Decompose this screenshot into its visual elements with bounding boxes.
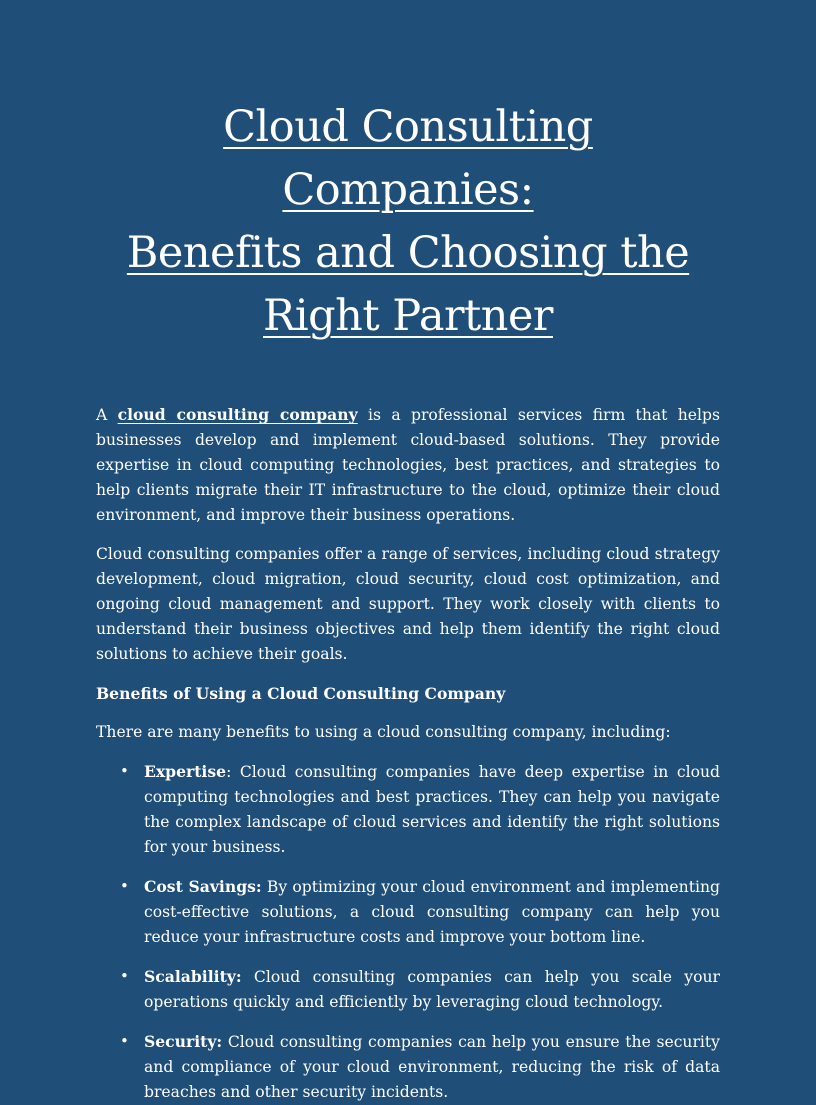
title-line-3: Right Partner [263, 291, 553, 341]
bullet-icon: • [120, 877, 129, 895]
benefit-term: Cost Savings: [144, 877, 262, 896]
bullet-icon: • [120, 967, 129, 985]
bullet-icon: • [120, 1032, 129, 1050]
list-item-scalability [96, 964, 720, 1015]
benefit-term: Security: [144, 1032, 223, 1051]
list-item-cost-savings [96, 874, 720, 950]
intro-prefix: A [96, 406, 118, 424]
list-item-security [96, 1029, 720, 1105]
title-line-1: Cloud Consulting Companies: [223, 102, 593, 215]
benefit-text: By optimizing your cloud environment and implementing cost-effective solutions, a cloud consulting company can help you reduce your infrastructure costs and improve your bottom line. [144, 878, 720, 946]
section-heading: Benefits of Using a Cloud Consulting Company [96, 684, 506, 703]
benefit-text: Cloud consulting companies can help you ensure the security and compliance of your cloud environment, reducing the risk of data breaches and other security incidents. [144, 1033, 720, 1101]
title-line-2: Benefits and Choosing the [126, 228, 690, 278]
benefit-text: : Cloud consulting companies have deep expertise in cloud computing technologies and best practices. They can help you navigate the complex landscape of cloud services and identify the right solutions for your business. [144, 763, 720, 856]
benefit-text: Cloud consulting companies can help you scale your operations quickly and efficiently by leveraging cloud technology. [144, 968, 720, 1011]
page-title [96, 96, 720, 348]
bullet-icon: • [120, 762, 129, 780]
list-item-expertise [96, 759, 720, 860]
benefit-term: Expertise [144, 762, 227, 781]
section-intro: There are many benefits to using a cloud consulting company, including: [96, 723, 671, 741]
document-body [96, 402, 720, 1105]
benefit-term: Scalability: [144, 967, 242, 986]
intro-text: is a professional services firm that helps businesses develop and implement cloud-based solutions. They provide expertise in cloud computing technologies, best practices, and strategies to help clients migrate their IT infrastructure to the cloud, optimize their cloud environment, and improve their business operations. [96, 406, 720, 524]
cloud-consulting-company-link[interactable]: cloud consulting company [117, 405, 358, 424]
services-paragraph: Cloud consulting companies offer a range of services, including cloud strategy development, cloud migration, cloud security, cloud cost optimization, and ongoing cloud management and support. They work closely with clients to understand their business objectives and help them identify the right cloud solutions to achieve their goals. [96, 545, 720, 663]
benefits-list [96, 759, 720, 1105]
intro-paragraph [96, 402, 720, 528]
